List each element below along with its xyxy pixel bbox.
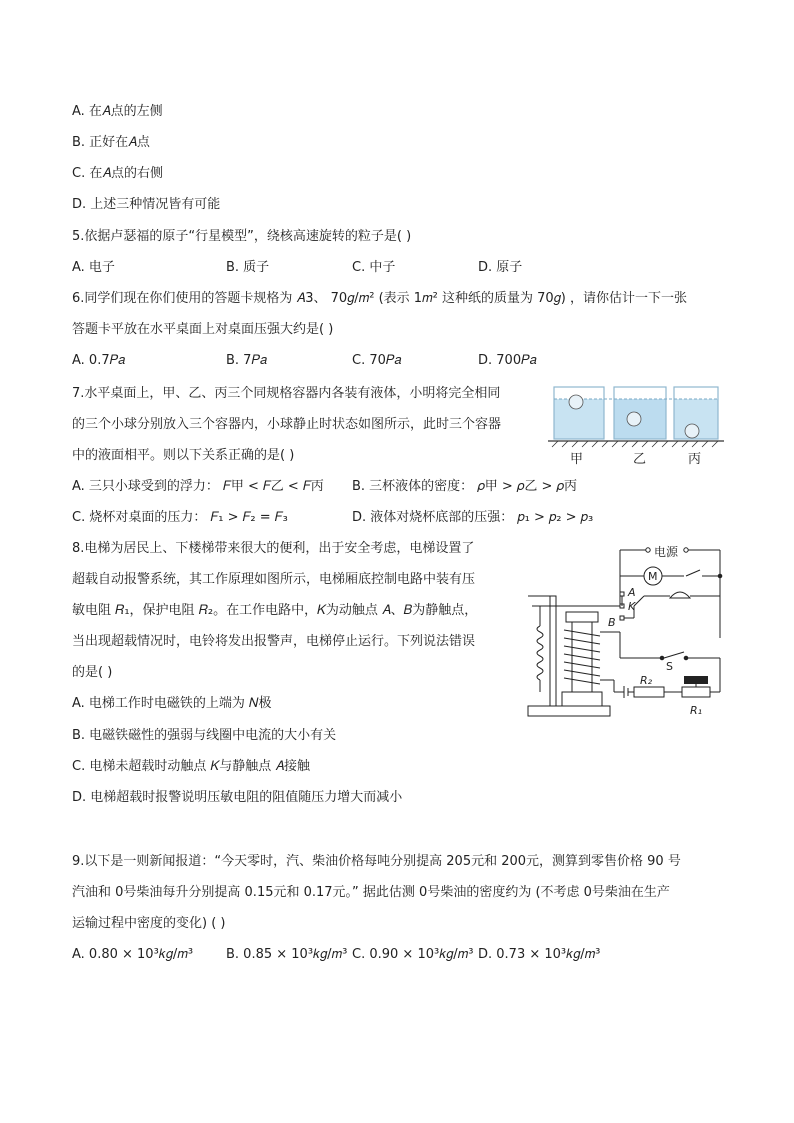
q8-stem-line2: 超载自动报警系统，其工作原理如图所示，电梯厢底控制电路中装有压 — [72, 572, 476, 587]
q4-option-c: C. 在𝐴点的右侧 — [72, 166, 163, 181]
q8-option-c: C. 电梯未超载时动触点 𝐾与静触点 𝐴接触 — [72, 759, 311, 774]
q7-containers-figure — [548, 383, 724, 469]
ball-bing — [685, 424, 699, 438]
q5-option-a: A. 电子 — [72, 260, 115, 275]
q7-stem-line2: 的三个小球分别放入三个容器内，小球静止时状态如图所示，此时三个容器 — [72, 417, 502, 432]
q9-stem-line3: 运输过程中密度的变化) ( ) — [72, 916, 226, 931]
label-r1: R₁ — [690, 704, 703, 717]
q7-stem-line1: 7.水平桌面上，甲、乙、丙三个同规格容器内各装有液体，小明将完全相同 — [72, 386, 501, 401]
q7-option-b: B. 三杯液体的密度： 𝜌甲 > 𝜌乙 > 𝜌丙 — [352, 479, 578, 494]
q6-option-d: D. 700𝑃𝑎 — [478, 353, 537, 368]
q9-stem-line1: 9.以下是一则新闻报道：“今天零时，汽、柴油价格每吨分别提高 205元和 200元，测算到零售价格 90 号 — [72, 854, 681, 869]
q9-option-d: D. 0.73 × 10³𝑘𝑔/𝑚³ — [478, 947, 601, 962]
q5-option-d: D. 原子 — [478, 260, 523, 275]
q8-stem-line5: 的是( ) — [72, 665, 113, 680]
q6-option-b: B. 7𝑃𝑎 — [226, 353, 268, 368]
q7-option-a: A. 三只小球受到的浮力： 𝐹甲 < 𝐹乙 < 𝐹丙 — [72, 479, 324, 494]
q9-option-b: B. 0.85 × 10³𝑘𝑔/𝑚³ — [226, 947, 348, 962]
label-k: K — [628, 600, 636, 613]
label-s: S — [666, 660, 673, 673]
q4-option-d: D. 上述三种情况皆有可能 — [72, 197, 221, 212]
q4-option-a: A. 在𝐴点的左侧 — [72, 104, 163, 119]
q8-stem-line1: 8.电梯为居民上、下楼梯带来很大的便利，出于安全考虑，电梯设置了 — [72, 541, 475, 556]
q5-stem: 5.依据卢瑟福的原子“行星模型”，绕核高速旋转的粒子是( ) — [72, 229, 412, 244]
ball-jia — [569, 395, 583, 409]
ball-yi — [627, 412, 641, 426]
q8-stem-line4: 当出现超载情况时，电铃将发出报警声，电梯停止运行。下列说法错误 — [72, 634, 476, 649]
label-bing: 丙 — [688, 452, 702, 467]
label-jia: 甲 — [570, 452, 584, 467]
label-power: 电源 — [654, 545, 679, 559]
q5-option-c: C. 中子 — [352, 260, 396, 275]
q8-option-d: D. 电梯超载时报警说明压敏电阻的阻值随压力增大而减小 — [72, 790, 403, 805]
q6-stem-line1: 6.同学们现在你们使用的答题卡规格为 𝐴3、 70𝑔/𝑚² (表示 1𝑚² 这种纸的质量为 70𝑔) ，请你估计一下一张 — [72, 291, 687, 306]
label-motor: M — [648, 570, 658, 583]
q6-option-c: C. 70𝑃𝑎 — [352, 353, 402, 368]
label-r2: R₂ — [640, 674, 653, 687]
label-yi: 乙 — [633, 452, 647, 467]
q8-stem-line3: 敏电阻 𝑅₁，保护电阻 𝑅₂。在工作电路中，𝐾为动触点 𝐴、𝐵为静触点， — [72, 603, 478, 618]
q8-circuit-figure — [524, 540, 730, 720]
q8-option-b: B. 电磁铁磁性的强弱与线圈中电流的大小有关 — [72, 728, 337, 743]
q7-option-c: C. 烧杯对桌面的压力： 𝐹₁ > 𝐹₂ = 𝐹₃ — [72, 510, 288, 525]
label-b: B — [608, 616, 616, 629]
q7-option-d: D. 液体对烧杯底部的压强： 𝑝₁ > 𝑝₂ > 𝑝₃ — [352, 510, 594, 525]
q6-stem-line2: 答题卡平放在水平桌面上对桌面压强大约是( ) — [72, 322, 334, 337]
q4-option-b: B. 正好在𝐴点 — [72, 135, 150, 150]
q6-option-a: A. 0.7𝑃𝑎 — [72, 353, 126, 368]
q9-stem-line2: 汽油和 0号柴油每升分别提高 0.15元和 0.17元。” 据此估测 0号柴油的密度约为 (不考虑 0号柴油在生产 — [72, 885, 670, 900]
q9-option-a: A. 0.80 × 10³𝑘𝑔/𝑚³ — [72, 947, 194, 962]
q7-stem-line3: 中的液面相平。则以下关系正确的是( ) — [72, 448, 295, 463]
label-a: A — [628, 586, 636, 599]
q8-option-a: A. 电梯工作时电磁铁的上端为 𝑁极 — [72, 696, 272, 711]
q9-option-c: C. 0.90 × 10³𝑘𝑔/𝑚³ — [352, 947, 474, 962]
q5-option-b: B. 质子 — [226, 260, 270, 275]
